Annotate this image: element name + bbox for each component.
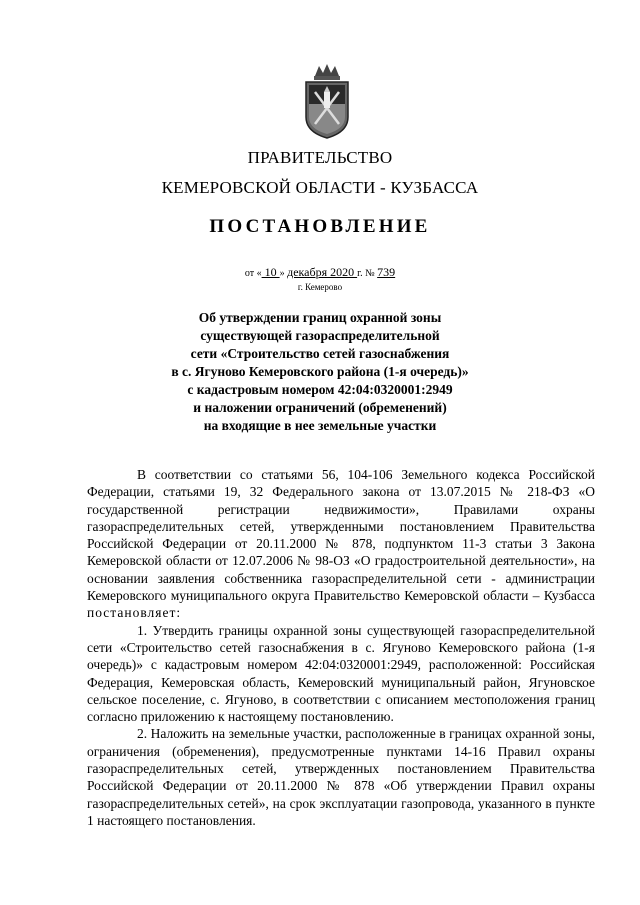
title-line: в с. Ягуново Кемеровского района (1-я очередь)» xyxy=(171,364,469,379)
date-month-year: декабря 2020 xyxy=(287,265,358,279)
city-name: г. Кемерово xyxy=(297,282,343,292)
document-title xyxy=(130,309,510,435)
title-line: сети «Строительство сетей газоснабжения xyxy=(190,346,450,361)
date-day: 10 xyxy=(261,265,280,279)
date-year-suffix: г. xyxy=(357,268,366,279)
document-number: 739 xyxy=(377,265,396,279)
body-paragraph xyxy=(87,466,595,622)
title-line: существующей газораспределительной xyxy=(200,328,440,343)
body-paragraph: 2. Наложить на земельные участки, расположенные в границах охранной зоны, ограничения (обременения), предусмотренные пунктами 14-16 Правил охраны газораспределительных сетей, утвержденных постановлением Правительства Российской Федерации от 20.11.2000 № 878 «Об утверждении Правил охраны газораспределительных сетей», на срок эксплуатации газопровода, указанного в пункте 1 настоящего постановления. xyxy=(87,726,595,828)
organization-name-line2: КЕМЕРОВСКОЙ ОБЛАСТИ - КУЗБАССА xyxy=(161,178,479,197)
date-separator: » xyxy=(279,268,288,279)
date-number-line xyxy=(0,265,640,280)
organization-name-line1: ПРАВИТЕЛЬСТВО xyxy=(247,148,393,167)
title-line: и наложении ограничений (обременений) xyxy=(193,400,447,415)
resolution-keyword: постановляет: xyxy=(87,605,182,621)
title-line: с кадастровым номером 42:04:0320001:2949 xyxy=(187,382,453,397)
body-paragraph: 1. Утвердить границы охранной зоны существующей газораспределительной сети «Строительство сетей газоснабжения в с. Ягуново Кемеровского района (1-я очередь)» с кадастровым номером 42:04:0320001:2949, расположенной: Российская Федерация, Кемеровская область, Кемеровский муниципальный район, Ягуновское сельское поселение, с. Ягуново, в соответствии с описанием местоположения границ согласно приложению к настоящему постановлению. xyxy=(87,622,595,725)
title-line: Об утверждении границ охранной зоны xyxy=(198,310,442,325)
coat-of-arms-icon xyxy=(301,62,353,140)
document-body xyxy=(87,466,595,829)
number-label: № xyxy=(365,268,378,279)
paragraph-text: В соответствии со статьями 56, 104-106 Земельного кодекса Российской Федерации, статьями 19, 32 Федерального закона от 13.07.2015 № 218-ФЗ «О государственной регистрации недвижимости», Правилами охраны газораспределительных сетей, утвержденными постановлением Правительства Российской Федерации от 20.11.2000 № 878, подпунктом 11-3 статьи 3 Закона Кемеровской области от 12.07.2006 № 98-ОЗ «О градостроительной деятельности», на основании заявления собственника газораспределительной сети - администрации Кемеровского муниципального округа Правительство Кемеровской области – Кузбасса xyxy=(87,467,595,604)
title-line: на входящие в нее земельные участки xyxy=(203,418,437,433)
document-type-heading: ПОСТАНОВЛЕНИЕ xyxy=(209,216,431,237)
date-prefix: от « xyxy=(244,268,262,279)
